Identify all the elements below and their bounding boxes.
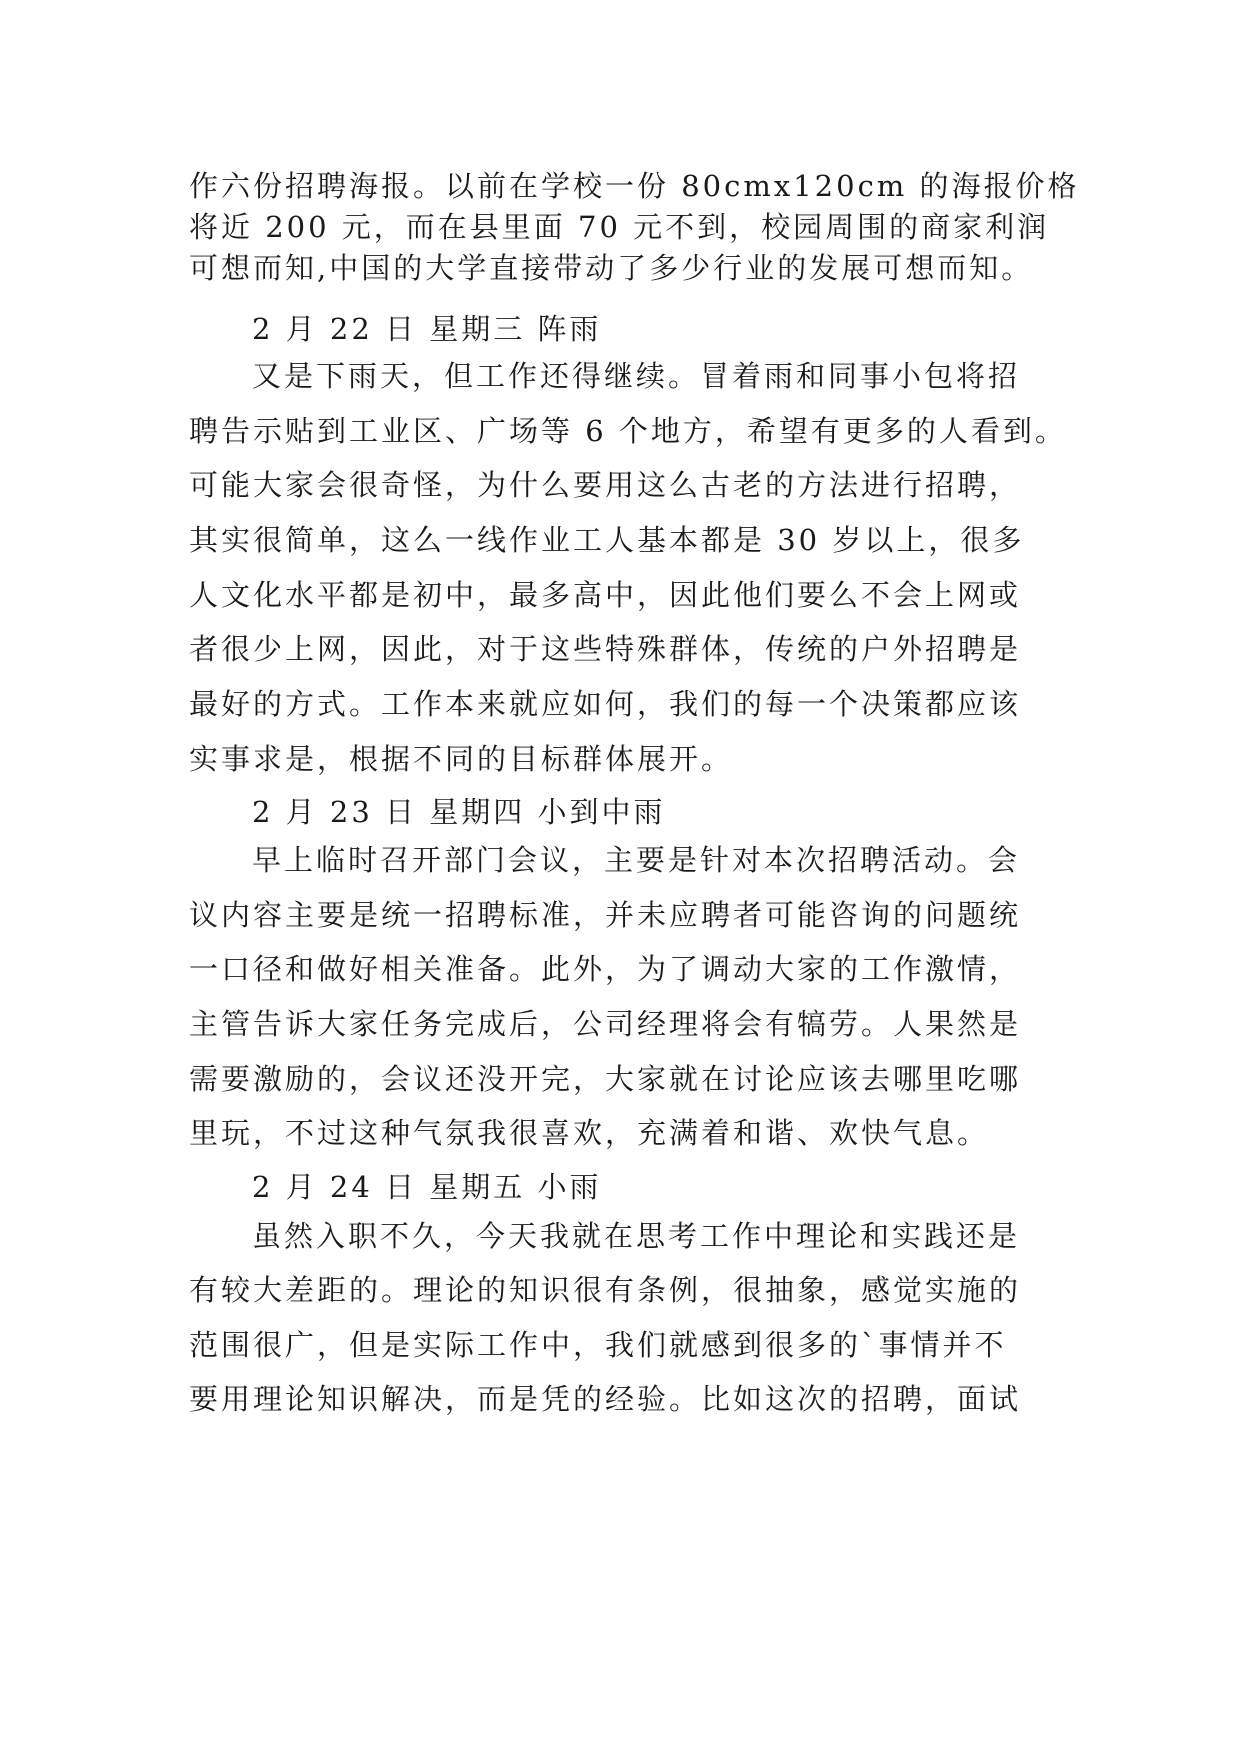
text-line: 作六份招聘海报。以前在学校一份 80cmx120cm 的海报价格 bbox=[189, 169, 1080, 203]
text-line: 要用理论知识解决，而是凭的经验。比如这次的招聘，面试 bbox=[189, 1382, 1022, 1416]
text-line: 聘告示贴到工业区、广场等 6 个地方，希望有更多的人看到。 bbox=[189, 414, 1067, 448]
text-line: 者很少上网，因此，对于这些特殊群体，传统的户外招聘是 bbox=[189, 632, 1022, 666]
text-line: 里玩，不过这种气氛我很喜欢，充满着和谐、欢快气息。 bbox=[189, 1116, 990, 1150]
text-line: 有较大差距的。理论的知识很有条例，很抽象，感觉实施的 bbox=[189, 1273, 1022, 1307]
text-line: 其实很简单，这么一线作业工人基本都是 30 岁以上，很多 bbox=[189, 523, 1025, 557]
text-line: 可想而知,中国的大学直接带动了多少行业的发展可想而知。 bbox=[189, 251, 1034, 285]
text-line: 需要激励的，会议还没开完，大家就在讨论应该去哪里吃哪 bbox=[189, 1062, 1022, 1096]
text-line: 又是下雨天，但工作还得继续。冒着雨和同事小包将招 bbox=[252, 359, 1021, 393]
text-line: 可能大家会很奇怪，为什么要用这么古老的方法进行招聘， bbox=[189, 468, 1022, 502]
text-line: 虽然入职不久，今天我就在思考工作中理论和实践还是 bbox=[252, 1219, 1021, 1253]
text-line: 实事求是，根据不同的目标群体展开。 bbox=[189, 742, 734, 776]
text-line: 一口径和做好相关准备。此外，为了调动大家的工作激情， bbox=[189, 952, 1022, 986]
text-line: 将近 200 元，而在县里面 70 元不到，校园周围的商家利润 bbox=[189, 210, 1050, 244]
text-line: 范围很广，但是实际工作中，我们就感到很多的`事情并不 bbox=[189, 1328, 1007, 1362]
text-line: 议内容主要是统一招聘标准，并未应聘者可能咨询的问题统 bbox=[189, 898, 1022, 932]
text-line: 早上临时召开部门会议，主要是针对本次招聘活动。会 bbox=[252, 843, 1021, 877]
text-line: 人文化水平都是初中，最多高中，因此他们要么不会上网或 bbox=[189, 578, 1022, 612]
diary-date-heading: 2 月 22 日 星期三 阵雨 bbox=[252, 312, 602, 346]
text-line: 最好的方式。工作本来就应如何，我们的每一个决策都应该 bbox=[189, 687, 1022, 721]
text-line: 主管告诉大家任务完成后，公司经理将会有犒劳。人果然是 bbox=[189, 1007, 1022, 1041]
diary-date-heading: 2 月 24 日 星期五 小雨 bbox=[252, 1170, 602, 1204]
diary-date-heading: 2 月 23 日 星期四 小到中雨 bbox=[252, 795, 666, 829]
